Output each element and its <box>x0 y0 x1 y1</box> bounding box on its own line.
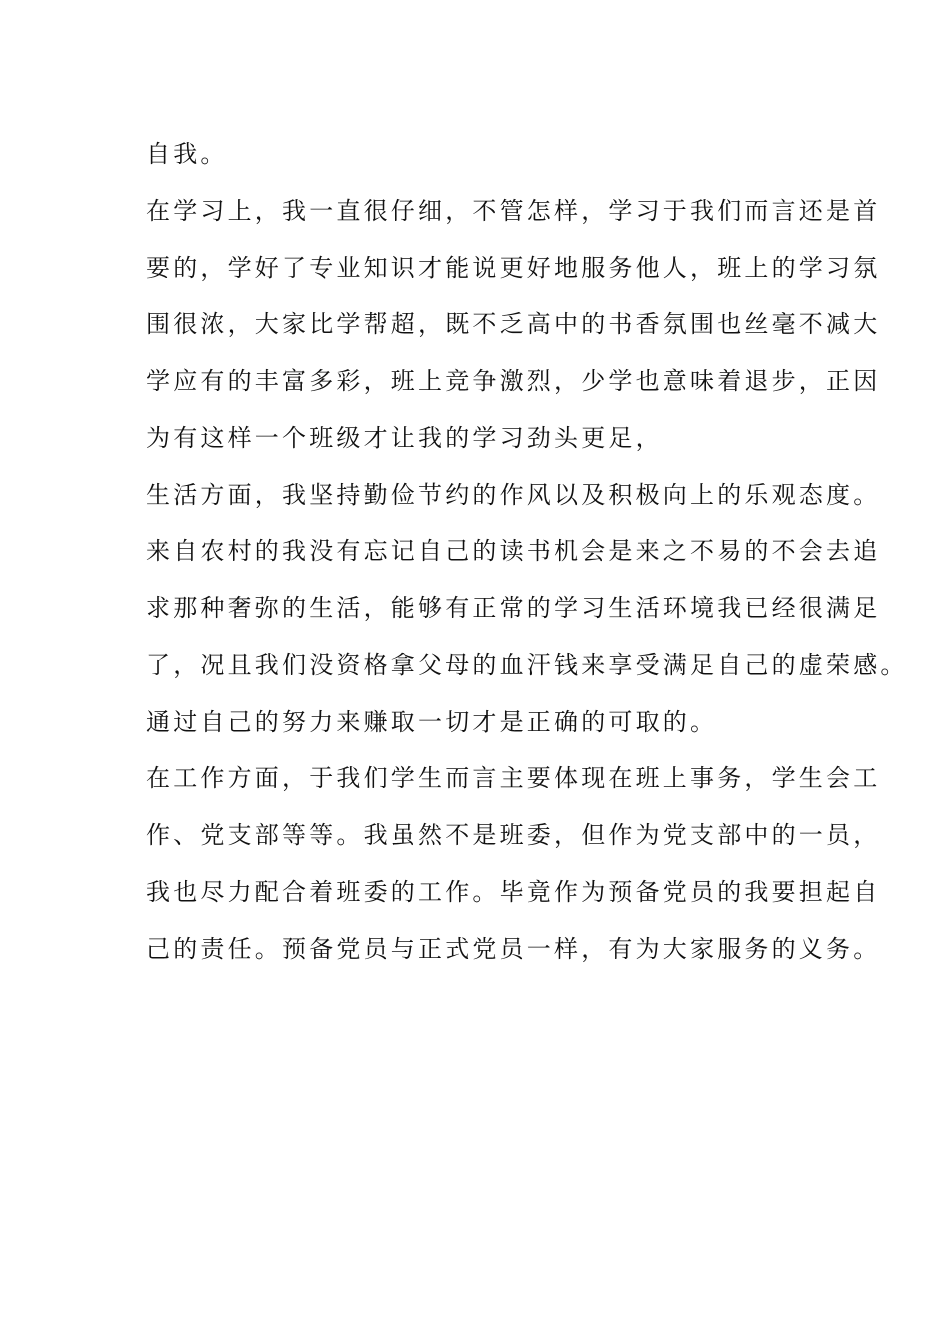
text-line-9: 求那种奢弥的生活，能够有正常的学习生活环境我已经很满足 <box>146 594 881 622</box>
text-line-2: 在学习上，我一直很仔细，不管怎样，学习于我们而言还是首 <box>146 196 881 225</box>
body-text <box>146 134 908 985</box>
text-line-10: 了，况且我们没资格拿父母的血汗钱来享受满足自己的虚荣感。 <box>146 650 908 679</box>
text-line-1: 自我。 <box>146 140 228 168</box>
text-line-6: 为有这样一个班级才让我的学习劲头更足， <box>146 423 663 452</box>
text-line-11: 通过自己的努力来赚取一切才是正确的可取的。 <box>146 707 718 736</box>
text-line-12: 在工作方面，于我们学生而言主要体现在班上事务，学生会工 <box>146 764 881 793</box>
text-line-5: 学应有的丰富多彩，班上竞争激烈，少学也意味着退步，正因 <box>146 367 881 395</box>
text-line-4: 围很浓，大家比学帮超，既不乏高中的书香氛围也丝毫不减大 <box>146 310 881 339</box>
text-line-8: 来自农村的我没有忘记自己的读书机会是来之不易的不会去追 <box>146 537 881 566</box>
text-line-3: 要的，学好了专业知识才能说更好地服务他人，班上的学习氛 <box>146 253 881 282</box>
text-line-15: 己的责任。预备党员与正式党员一样，有为大家服务的义务。 <box>146 934 881 963</box>
text-line-7: 生活方面，我坚持勤俭节约的作风以及积极向上的乐观态度。 <box>146 480 881 509</box>
text-line-14: 我也尽力配合着班委的工作。毕竟作为预备党员的我要担起自 <box>146 877 881 906</box>
text-line-13: 作、党支部等等。我虽然不是班委，但作为党支部中的一员， <box>146 821 881 849</box>
